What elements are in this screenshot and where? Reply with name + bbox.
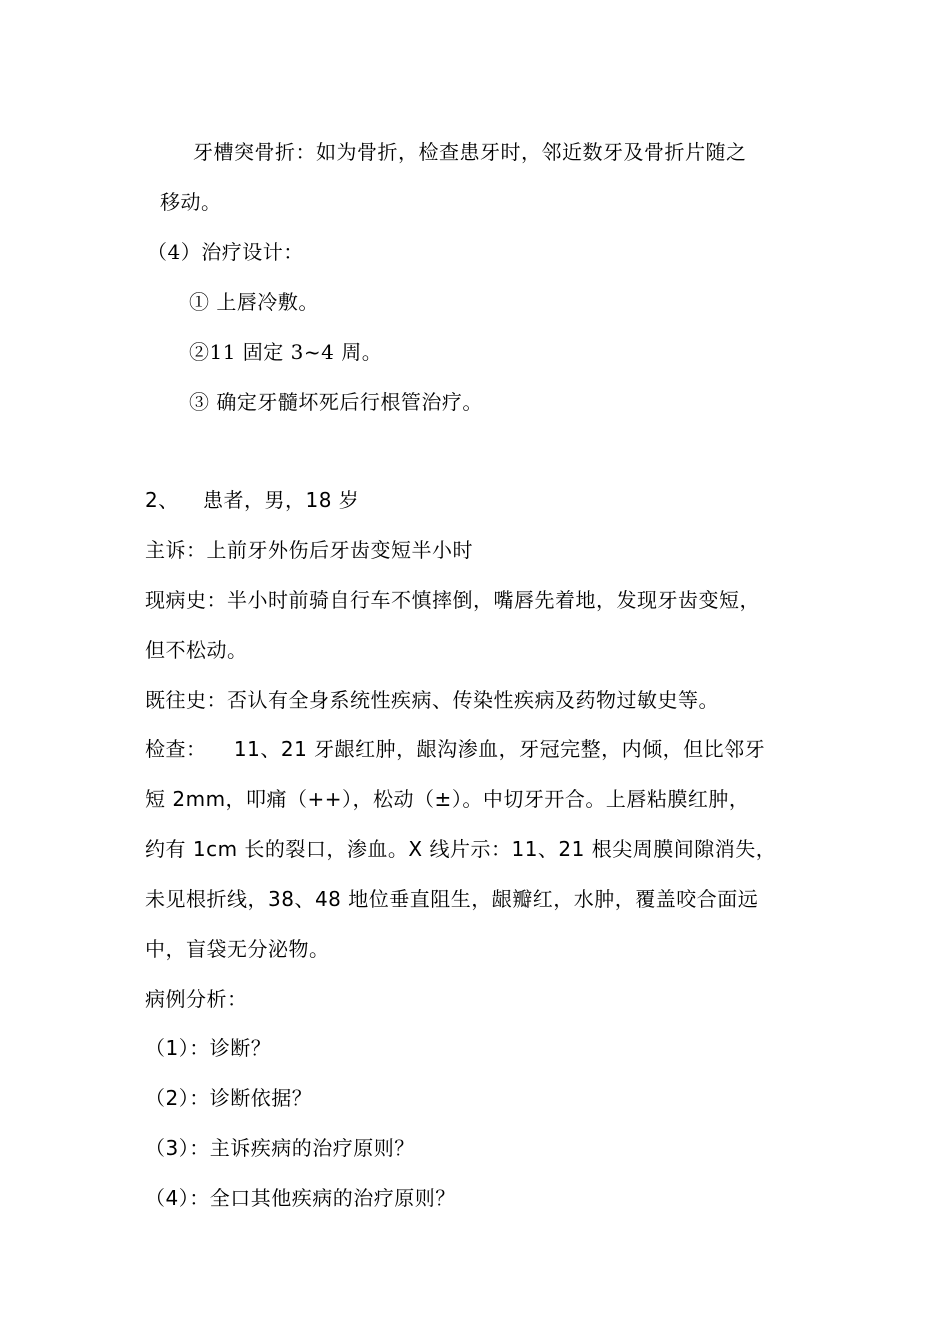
treatment-step-2: ②11 固定 3~4 周。 [189,340,383,364]
question-4: （4）：全口其他疾病的治疗原则？ [145,1186,456,1210]
patient-info: 患者，男，18 岁 [203,488,360,512]
exam-line-1: 检查： 11、21 牙龈红肿，龈沟渗血，牙冠完整，内倾，但比邻牙 [145,737,766,761]
question-1: （1）：诊断？ [145,1036,272,1060]
question-2: （2）：诊断依据？ [145,1086,313,1110]
exam-line-4: 未见根折线，38、48 地位垂直阻生，龈瓣红，水肿，覆盖咬合面远 [145,887,759,911]
exam-line-2: 短 2mm，叩痛（++），松动（±）。中切牙开合。上唇粘膜红肿， [145,787,750,811]
chief-complaint: 主诉：上前牙外伤后牙齿变短半小时 [145,538,473,562]
present-illness-line-2: 但不松动。 [145,638,248,662]
exam-line-5: 中，盲袋无分泌物。 [145,937,330,961]
alveolar-fracture-line-2: 移动。 [160,190,222,214]
exam-line-3: 约有 1cm 长的裂口，渗血。X 线片示：11、21 根尖周膜间隙消失， [145,837,777,861]
treatment-step-3: ③ 确定牙髓坏死后行根管治疗。 [189,390,483,414]
alveolar-fracture-line-1: 牙槽突骨折：如为骨折，检查患牙时，邻近数牙及骨折片随之 [193,140,747,164]
present-illness-line-1: 现病史：半小时前骑自行车不慎摔倒，嘴唇先着地，发现牙齿变短， [145,588,760,612]
treatment-step-1: ① 上唇冷敷。 [189,290,319,314]
past-history: 既往史：否认有全身系统性疾病、传染性疾病及药物过敏史等。 [145,688,719,712]
question-3: （3）：主诉疾病的治疗原则？ [145,1136,415,1160]
treatment-heading: （4）治疗设计： [147,240,304,264]
analysis-heading: 病例分析： [145,987,248,1011]
case-number: 2、 [145,488,179,512]
